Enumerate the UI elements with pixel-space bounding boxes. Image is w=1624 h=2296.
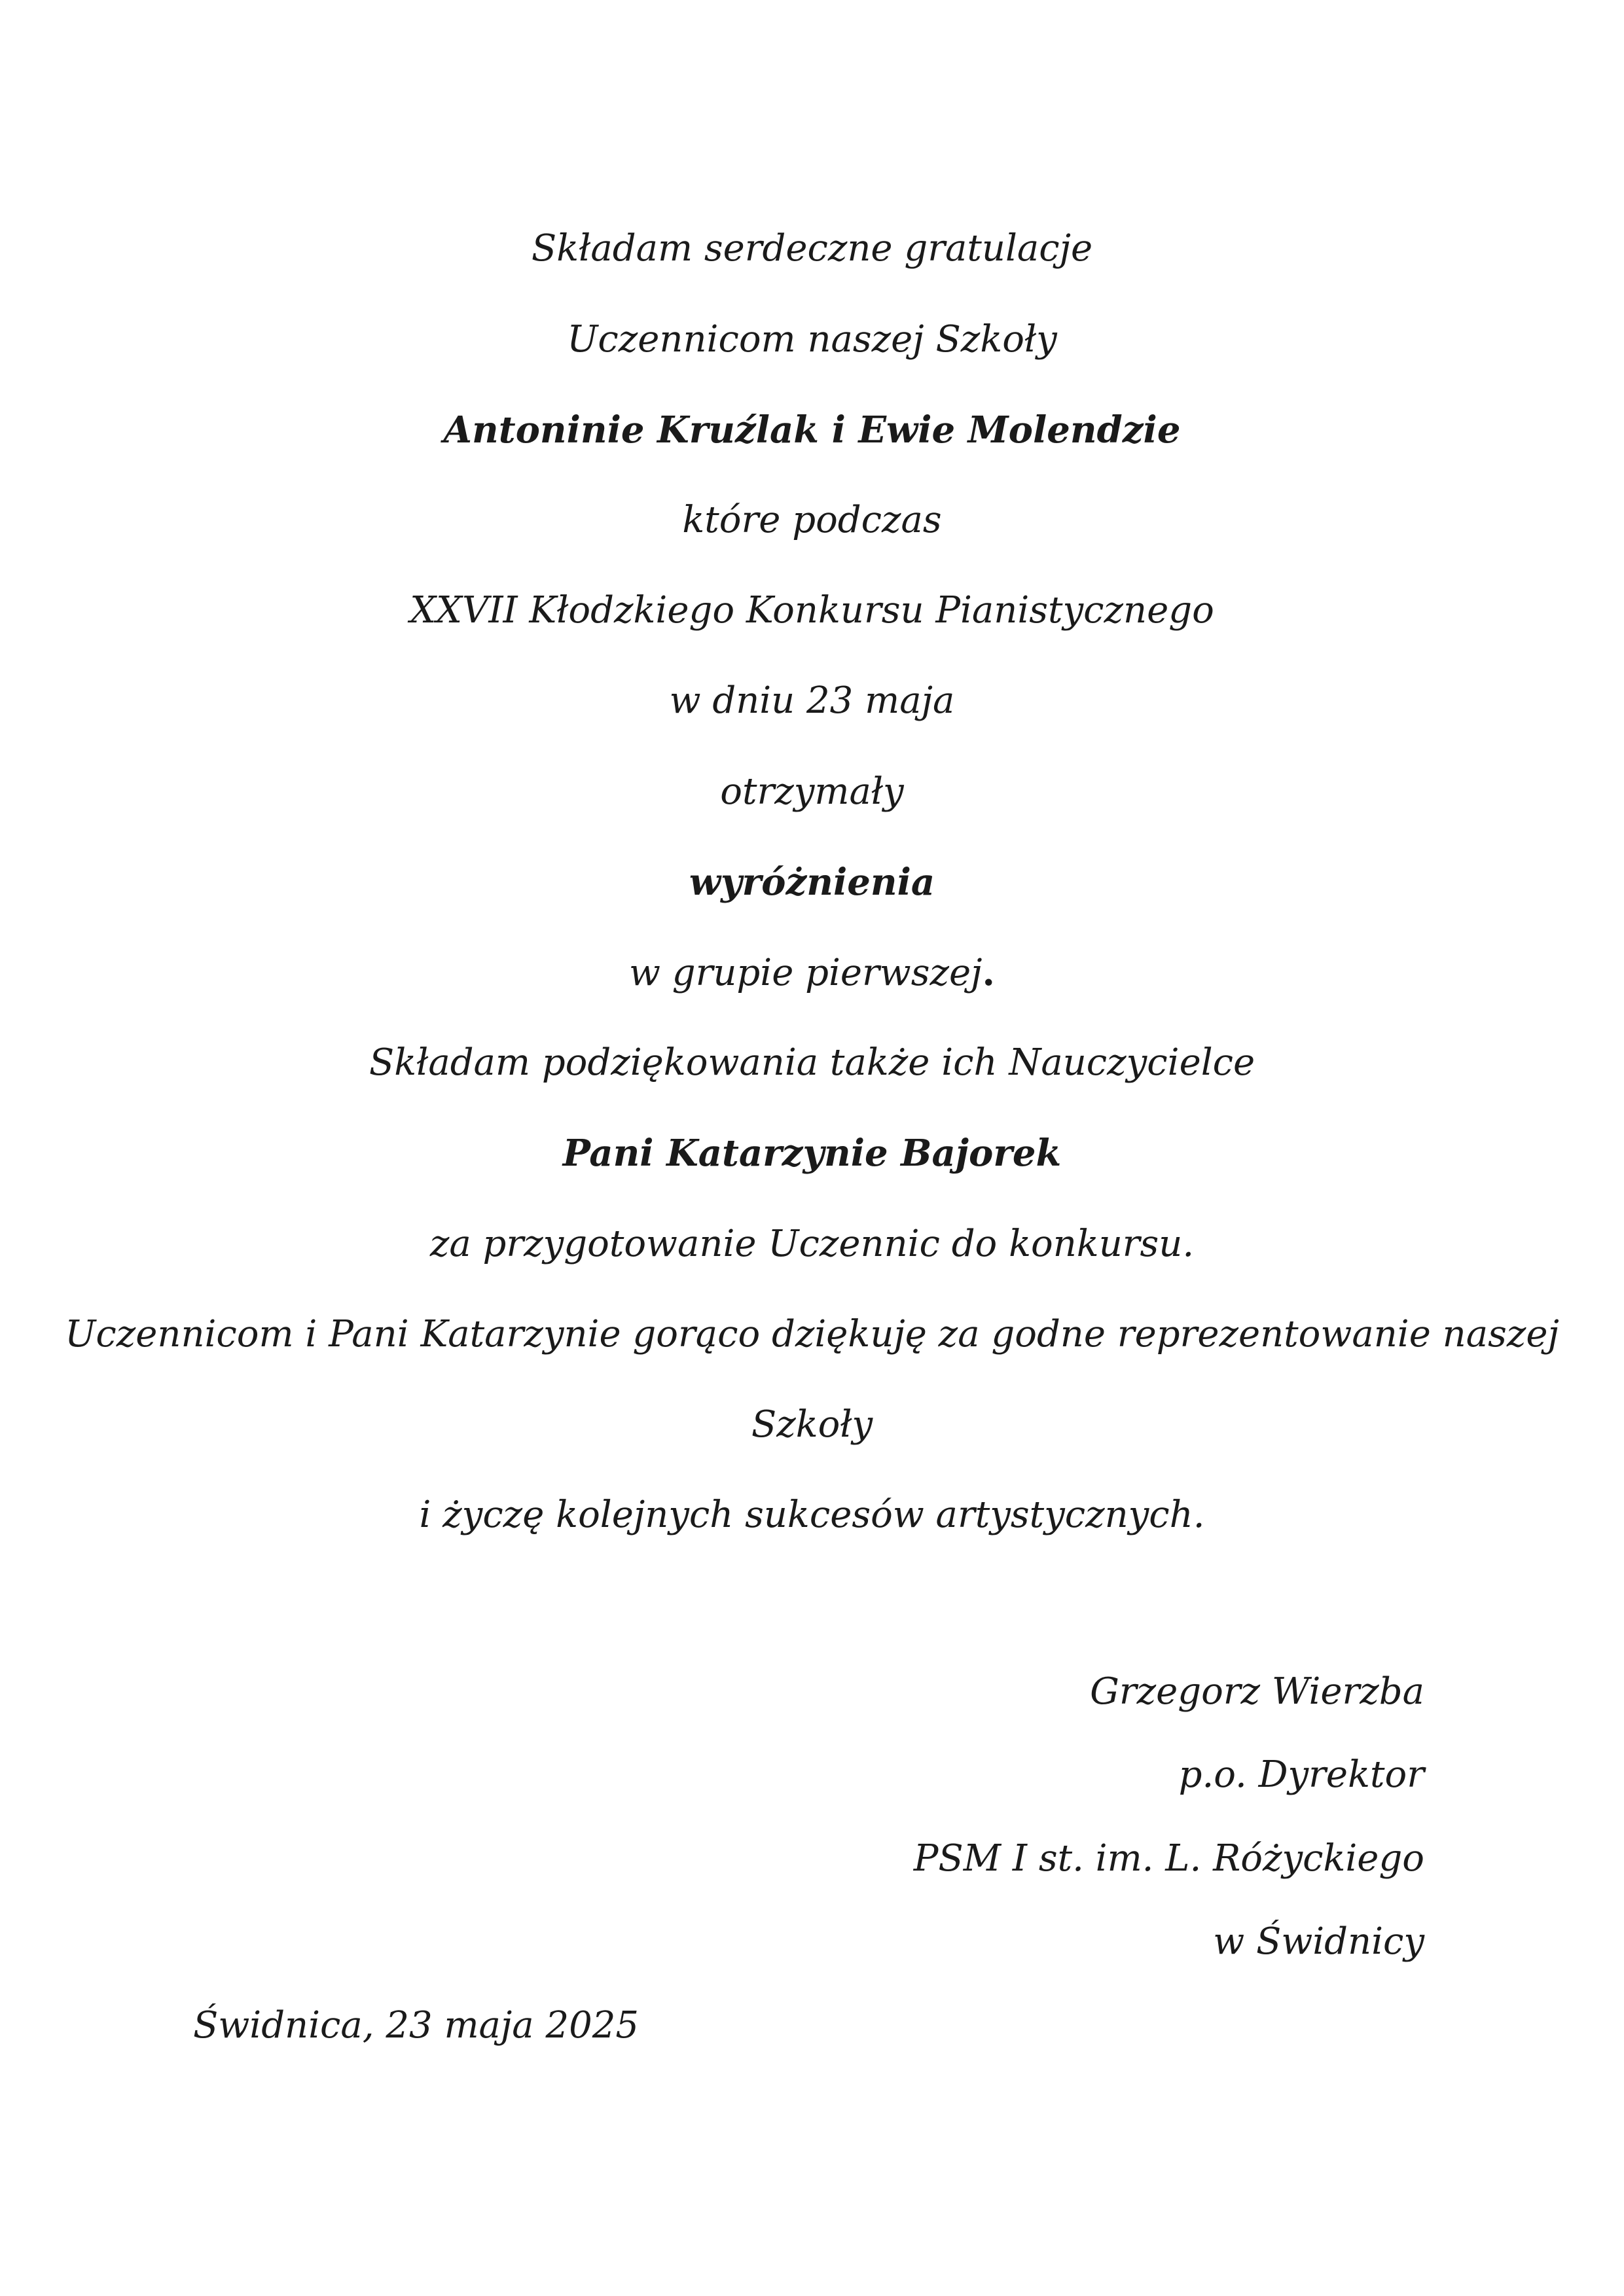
body-line-which: które podczas	[682, 499, 942, 541]
signature-city: w Świdnicy	[1213, 1920, 1424, 1963]
award-group	[0, 950, 1624, 996]
signature-title: p.o. Dyrektor	[1178, 1753, 1424, 1796]
greeting-line: Składam serdeczne gratulacje	[531, 227, 1093, 270]
teacher-name: Pani Katarzynie Bajorek	[562, 1132, 1062, 1175]
signature-school: PSM I st. im. L. Różyckiego	[913, 1837, 1424, 1880]
preparation-line: za przygotowanie Uczennic do konkursu.	[429, 1223, 1195, 1265]
award-group-text: w grupie pierwszej	[629, 952, 983, 994]
recipients-line: Uczennicom naszej Szkoły	[567, 318, 1057, 361]
award-name: wyróżnienia	[689, 861, 935, 904]
student-names: Antoninie Kruźlak i Ewie Molendzie	[443, 408, 1181, 452]
wishes-line: i życzę kolejnych sukcesów artystycznych.	[419, 1494, 1205, 1536]
document-date: Świdnica, 23 maja 2025	[193, 2004, 639, 2047]
competition-name: XXVII Kłodzkiego Konkursu Pianistycznego	[410, 589, 1214, 632]
signature-name: Grzegorz Wierzba	[1090, 1670, 1424, 1713]
body-line-received: otrzymały	[720, 770, 904, 813]
competition-date: w dniu 23 maja	[669, 679, 955, 722]
award-group-dot: .	[982, 951, 995, 994]
gratitude-line-end: Szkoły	[751, 1403, 873, 1446]
gratitude-line: Uczennicom i Pani Katarzynie gorąco dziękuję za godne reprezentowanie naszej	[65, 1313, 1559, 1355]
thanks-line: Składam podziękowania także ich Nauczycielce	[369, 1041, 1255, 1084]
